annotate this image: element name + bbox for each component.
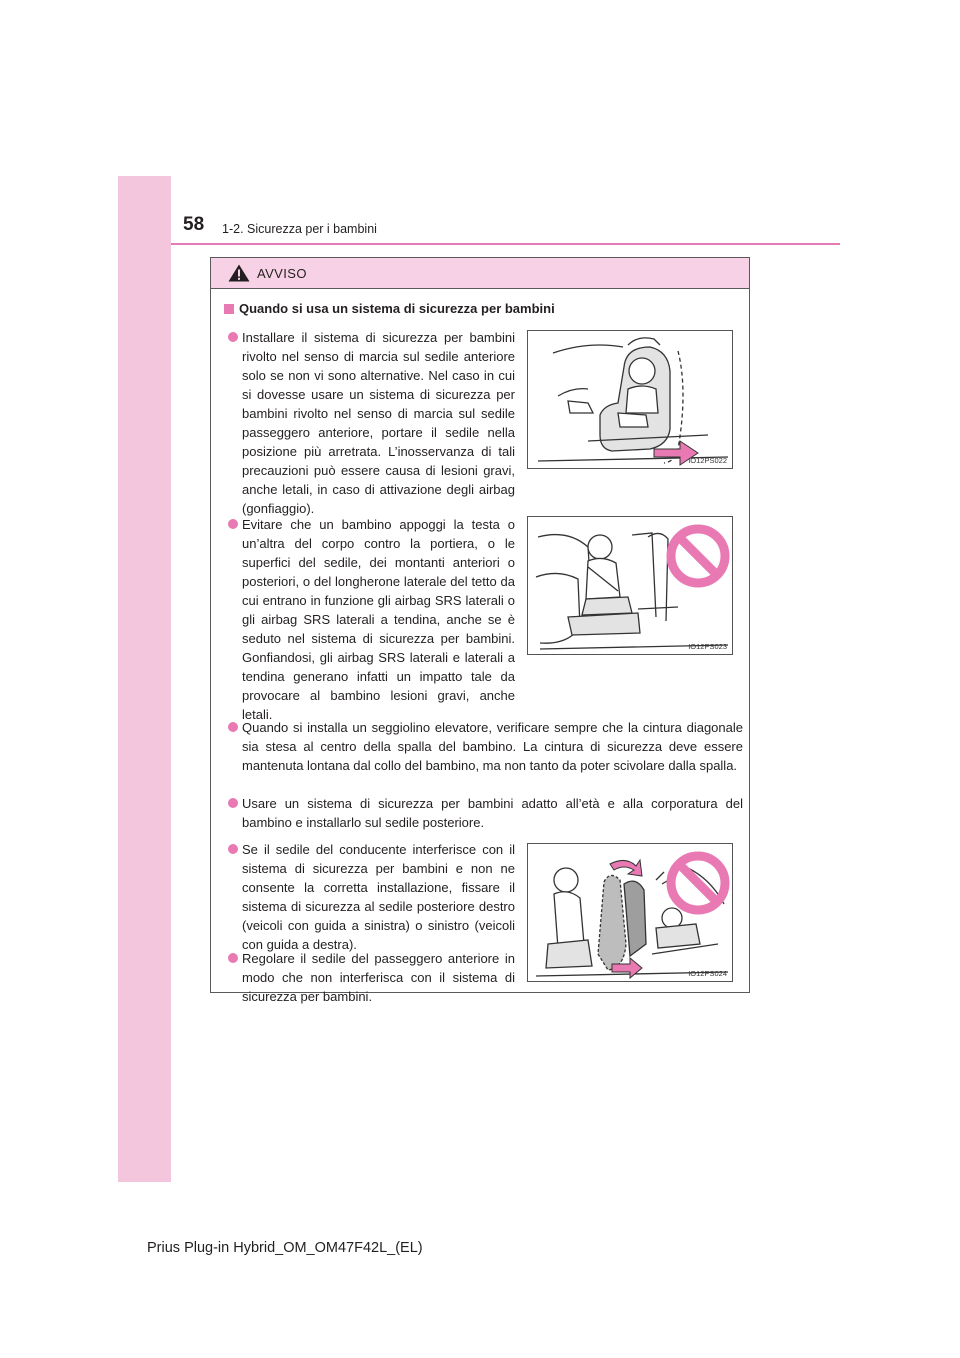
warning-title: AVVISO	[257, 265, 307, 281]
figure-code: IO12PS022	[688, 456, 727, 465]
figure-forward-facing-seat	[527, 330, 733, 469]
item-text: Regolare il sedile del passeggero anteriore in modo che non interferisca con il sistema di sicurezza per bambini.	[242, 951, 515, 1004]
circle-bullet-icon	[228, 332, 238, 342]
list-item	[242, 794, 743, 832]
list-item	[242, 515, 515, 724]
side-tab-band	[118, 176, 171, 1182]
item-text: Quando si installa un seggiolino elevatore, verificare sempre che la cintura diagonale sia stesa al centro della spalla del bambino. La cintura di sicurezza deve essere mantenuta lontana dal collo del bambino, ma non tanto da poter scivolare dalla spalla.	[242, 720, 743, 773]
figure-code: IO12PS024	[688, 969, 727, 978]
item-text: Usare un sistema di sicurezza per bambini adatto all’età e alla corporatura del bambino e installarlo sul sedile posteriore.	[242, 796, 743, 830]
warning-box	[210, 257, 750, 1004]
circle-bullet-icon	[228, 953, 238, 963]
footer-model: Prius Plug-in Hybrid_OM_OM47F42L_(EL)	[147, 1240, 423, 1256]
circle-bullet-icon	[228, 722, 238, 732]
list-item	[242, 718, 743, 775]
warning-header	[211, 258, 749, 289]
header-rule	[171, 243, 840, 245]
list-item	[242, 328, 515, 518]
square-bullet-icon	[224, 304, 234, 314]
list-item	[242, 840, 515, 954]
prohibited-icon	[664, 849, 732, 917]
item-text: Installare il sistema di sicurezza per bambini rivolto nel senso di marcia sul sedile anteriore solo se non vi sono alternative. Nel caso in cui si dovesse usare un sistema di sicurezza per bambini rivolto nel senso di marcia sul sedile passeggero anteriore, portare il sedile nella posizione più arretrata. L’inosservanza di tali precauzioni può essere causa di lesioni gravi, anche letali, in caso di attivazione degli airbag (gonfiaggio).	[242, 330, 515, 516]
chapter-title: 1-2. Sicurezza per i bambini	[222, 222, 377, 236]
section-heading	[224, 301, 555, 316]
list-item	[242, 949, 515, 1006]
circle-bullet-icon	[228, 844, 238, 854]
item-text: Se il sedile del conducente interferisce con il sistema di sicurezza per bambini e non ne consente la corretta installazione, fissare il sistema di sicurezza al sedile posteriore destro (veicoli con guida a sinistra) o sinistro (veicoli con guida a destra).	[242, 842, 515, 952]
figure-code: IO12PS023	[688, 642, 727, 651]
prohibited-icon	[664, 522, 732, 590]
page-number: 58	[183, 214, 205, 235]
circle-bullet-icon	[228, 798, 238, 808]
forward-facing-seat-illustration	[528, 331, 733, 469]
warning-triangle-icon	[228, 264, 250, 282]
circle-bullet-icon	[228, 519, 238, 529]
item-text: Evitare che un bambino appoggi la testa o un’altra del corpo contro la portiera, o le superfici del sedile, dei montanti anteriori o posteriori, o del longherone laterale del tetto da cui entrano in funzione gli airbag SRS laterali o gli airbag SRS laterali a tendina, anche se è seduto nel sistema di sicurezza per bambini. Gonfiandosi, gli airbag SRS laterali e laterali a tendina generano infatti un impatto tale da provocare al bambino lesioni gravi, anche letali.	[242, 517, 515, 722]
section-title: Quando si usa un sistema di sicurezza per bambini	[239, 301, 555, 316]
